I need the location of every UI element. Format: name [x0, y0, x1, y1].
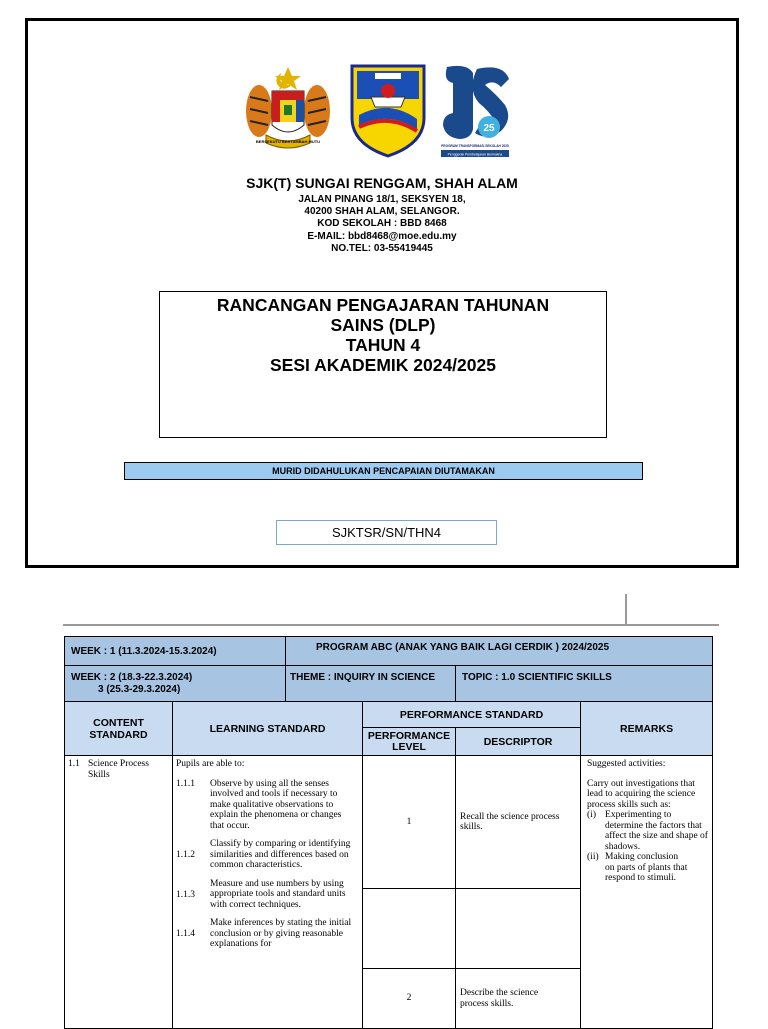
- learning-item: [176, 839, 360, 871]
- learning-item-text: Observe by using all the senses involved and tools if necessary to make qualitative observations to explain the phenomena or changes that occur.: [210, 778, 342, 831]
- remarks-cell: [581, 756, 713, 1029]
- remarks-item-number: (i): [587, 810, 596, 820]
- topic-cell: TOPIC : 1.0 SCIENTIFIC SKILLS: [456, 666, 713, 702]
- week-1-cell: WEEK : 1 (11.3.2024-15.3.2024): [65, 637, 286, 666]
- remarks-heading: Suggested activities:: [587, 759, 666, 769]
- learning-item-number: 1.1.3: [176, 889, 195, 900]
- content-standard-text: Science Process Skills: [88, 759, 149, 780]
- learning-item-number: 1.1.1: [176, 778, 195, 789]
- ts25-icon: [437, 63, 513, 159]
- page-divider: [63, 624, 719, 626]
- learning-item-number: 1.1.2: [176, 850, 195, 860]
- title-line: SESI AKADEMIK 2024/2025: [270, 355, 496, 375]
- header-row-1: [65, 702, 713, 728]
- remarks-header: REMARKS: [581, 702, 713, 756]
- performance-level-cell: [363, 889, 456, 969]
- coat-of-arms-icon: [242, 63, 334, 155]
- remarks-item: [587, 852, 709, 884]
- learning-standard-cell: [173, 756, 363, 1029]
- title-line: RANCANGAN PENGAJARAN TAHUNAN: [216, 295, 550, 315]
- title-line: TAHUN 4: [345, 335, 421, 355]
- week-2-3-cell: [65, 666, 286, 702]
- body-row: [65, 756, 713, 889]
- remarks-item-number: (ii): [587, 852, 599, 862]
- program-cell: PROGRAM ABC (ANAK YANG BAIK LAGI CERDIK ) 2024/2025: [286, 637, 713, 666]
- document-title-box: [159, 291, 607, 438]
- performance-level-header: PERFORMANCE LEVEL: [363, 728, 456, 756]
- learning-item-text: Classify by comparing or identifying similarities and differences based on common characteristics.: [210, 839, 351, 870]
- remarks-item-text: Making conclusion on parts of plants that respond to stimuli.: [605, 852, 688, 883]
- remarks-item: [587, 810, 709, 852]
- content-standard-number: 1.1: [68, 759, 80, 769]
- theme-cell: THEME : INQUIRY IN SCIENCE: [286, 666, 456, 702]
- motto-banner: MURID DIDAHULUKAN PENCAPAIAN DIUTAMAKAN: [124, 462, 643, 480]
- learning-item-text: Make inferences by stating the initial conclusion or by giving reasonable explanations for: [210, 918, 352, 949]
- school-email: E-MAIL: bbd8468@moe.edu.my: [307, 230, 457, 242]
- learning-item: [176, 879, 360, 911]
- theme-row: [65, 666, 713, 702]
- content-standard-cell: [65, 756, 173, 1029]
- svg-text:25: 25: [483, 123, 495, 134]
- school-name: SJK(T) SUNGAI RENGGAM, SHAH ALAM: [246, 175, 518, 191]
- week-3-label: 3 (25.3-29.3.2024): [98, 684, 181, 695]
- school-phone: NO.TEL: 03-55419445: [331, 242, 433, 254]
- content-standard-header: CONTENT STANDARD: [65, 702, 173, 756]
- learning-item-number: 1.1.4: [176, 929, 195, 939]
- performance-level-cell: 2: [363, 969, 456, 1029]
- logo-row: [28, 63, 736, 173]
- page-divider-vertical: [625, 594, 627, 625]
- descriptor-cell: Recall the science process skills.: [456, 756, 581, 889]
- address-line: JALAN PINANG 18/1, SEKSYEN 18,: [298, 194, 466, 205]
- week-2-label: WEEK : 2 (18.3-22.3.2024): [71, 672, 193, 683]
- learning-intro: Pupils are able to:: [176, 759, 245, 769]
- learning-item: [176, 918, 360, 950]
- descriptor-cell: [456, 889, 581, 969]
- descriptor-header: DESCRIPTOR: [456, 728, 581, 756]
- learning-standard-header: LEARNING STANDARD: [173, 702, 363, 756]
- svg-text:PROGRAM TRANSFORMASI SEKOLAH 2: PROGRAM TRANSFORMASI SEKOLAH 2025: [441, 144, 509, 148]
- svg-text:BERSEKUTU BERTAMBAH MUTU: BERSEKUTU BERTAMBAH MUTU: [255, 139, 321, 144]
- title-line: SAINS (DLP): [330, 315, 436, 335]
- remarks-paragraph: Carry out investigations that lead to acquiring the science process skills such as:: [587, 778, 696, 810]
- descriptor-cell: Describe the science process skills.: [456, 969, 581, 1029]
- lesson-plan-table: [64, 636, 713, 1029]
- performance-level-cell: 1: [363, 756, 456, 889]
- week-row: [65, 637, 713, 666]
- school-code: KOD SEKOLAH : BBD 8468: [317, 218, 447, 230]
- cover-page: [25, 18, 739, 568]
- learning-item-text: Measure and use numbers by using appropriate tools and standard units with correct techniques.: [210, 878, 346, 910]
- address-line: 40200 SHAH ALAM, SELANGOR.: [304, 206, 460, 218]
- performance-standard-header: PERFORMANCE STANDARD: [363, 702, 581, 728]
- remarks-item-text: Experimenting to determine the factors that affect the size and shape of shadows.: [605, 810, 708, 852]
- document-code: SJKTSR/SN/THN4: [276, 520, 497, 545]
- school-address: [28, 194, 736, 255]
- school-badge-icon: [349, 63, 427, 159]
- learning-item: [176, 779, 360, 832]
- svg-text:Penggerak Pembelajaran Bermakn: Penggerak Pembelajaran Bermakna: [447, 152, 503, 157]
